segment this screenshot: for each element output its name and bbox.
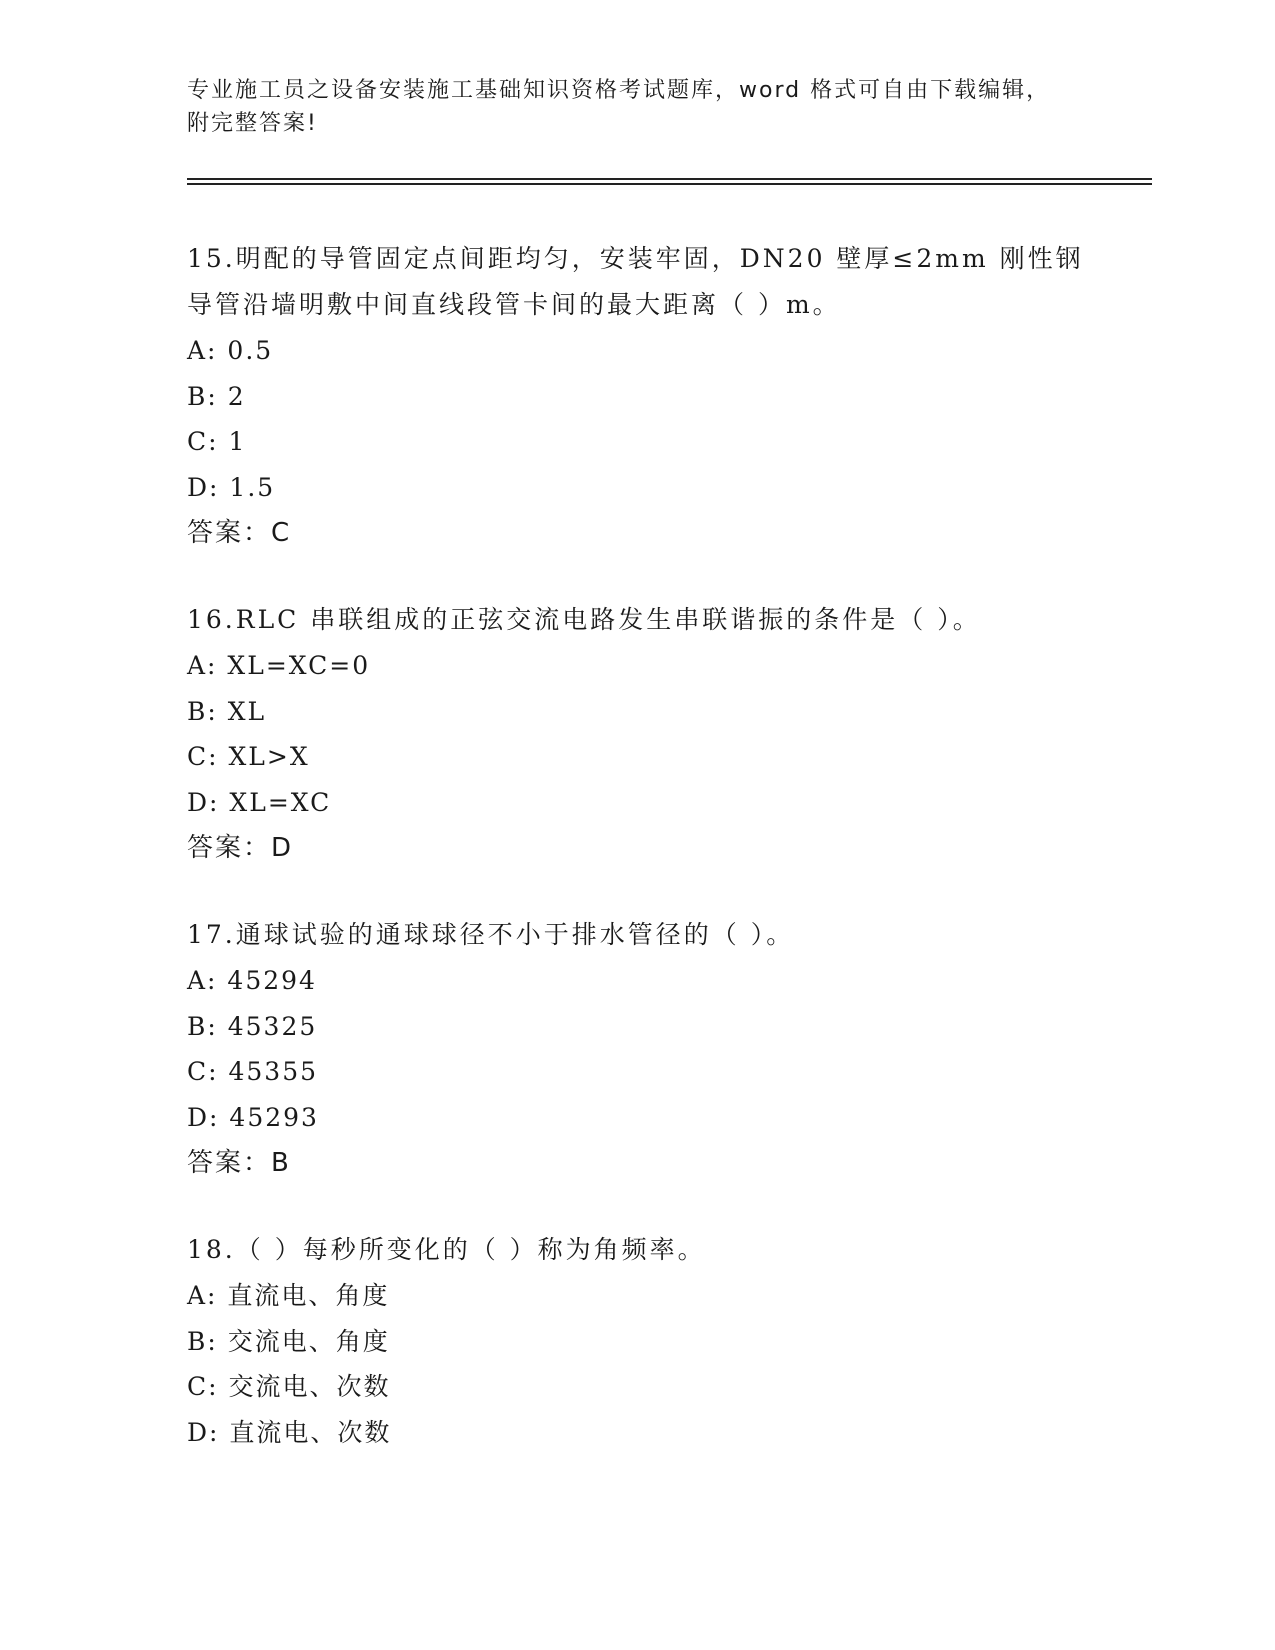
option-c: C: 交流电、次数	[187, 1372, 391, 1401]
question-stem: 17.通球试验的通球球径不小于排水管径的（ ）。	[187, 920, 795, 949]
option-d: D: XL=XC	[187, 787, 332, 817]
question-stem: 16.RLC 串联组成的正弦交流电路发生串联谐振的条件是（ ）。	[187, 605, 981, 634]
question-stem: 18.（ ）每秒所变化的（ ）称为角频率。	[187, 1235, 706, 1264]
question-list	[187, 236, 1107, 1496]
option-d: D: 1.5	[187, 472, 276, 502]
question-18	[187, 1227, 1107, 1455]
option-b: B: 45325	[187, 1011, 318, 1041]
option-a: A: 直流电、角度	[187, 1281, 390, 1310]
answer-label: 答案：D	[187, 833, 294, 863]
header-title-line-1: 专业施工员之设备安装施工基础知识资格考试题库，word 格式可自由下载编辑，	[187, 78, 1051, 103]
document-header	[187, 74, 1087, 140]
header-divider-bottom	[187, 183, 1152, 185]
option-b: B: 2	[187, 381, 246, 411]
option-c: C: 45355	[187, 1057, 319, 1086]
answer-label: 答案：B	[187, 1148, 291, 1178]
header-title-line-2: 附完整答案!	[187, 111, 318, 136]
option-a: A: XL=XC=0	[187, 651, 371, 680]
option-d: D: 45293	[187, 1102, 319, 1132]
answer-label: 答案：C	[187, 518, 292, 548]
question-16	[187, 597, 1107, 871]
question-stem: 15.明配的导管固定点间距均匀，安装牢固，DN20 壁厚≤2mm 刚性钢导管沿墙明敷中间直线段管卡间的最大距离（ ）m。	[187, 244, 1084, 319]
option-b: B: 交流电、角度	[187, 1326, 390, 1356]
header-divider-top	[187, 178, 1152, 180]
option-a: A: 0.5	[187, 336, 274, 365]
option-c: C: XL>X	[187, 742, 310, 771]
option-c: C: 1	[187, 427, 247, 456]
option-b: B: XL	[187, 696, 267, 726]
option-a: A: 45294	[187, 966, 317, 995]
question-15	[187, 236, 1107, 556]
question-17	[187, 912, 1107, 1186]
option-d: D: 直流电、次数	[187, 1417, 392, 1447]
